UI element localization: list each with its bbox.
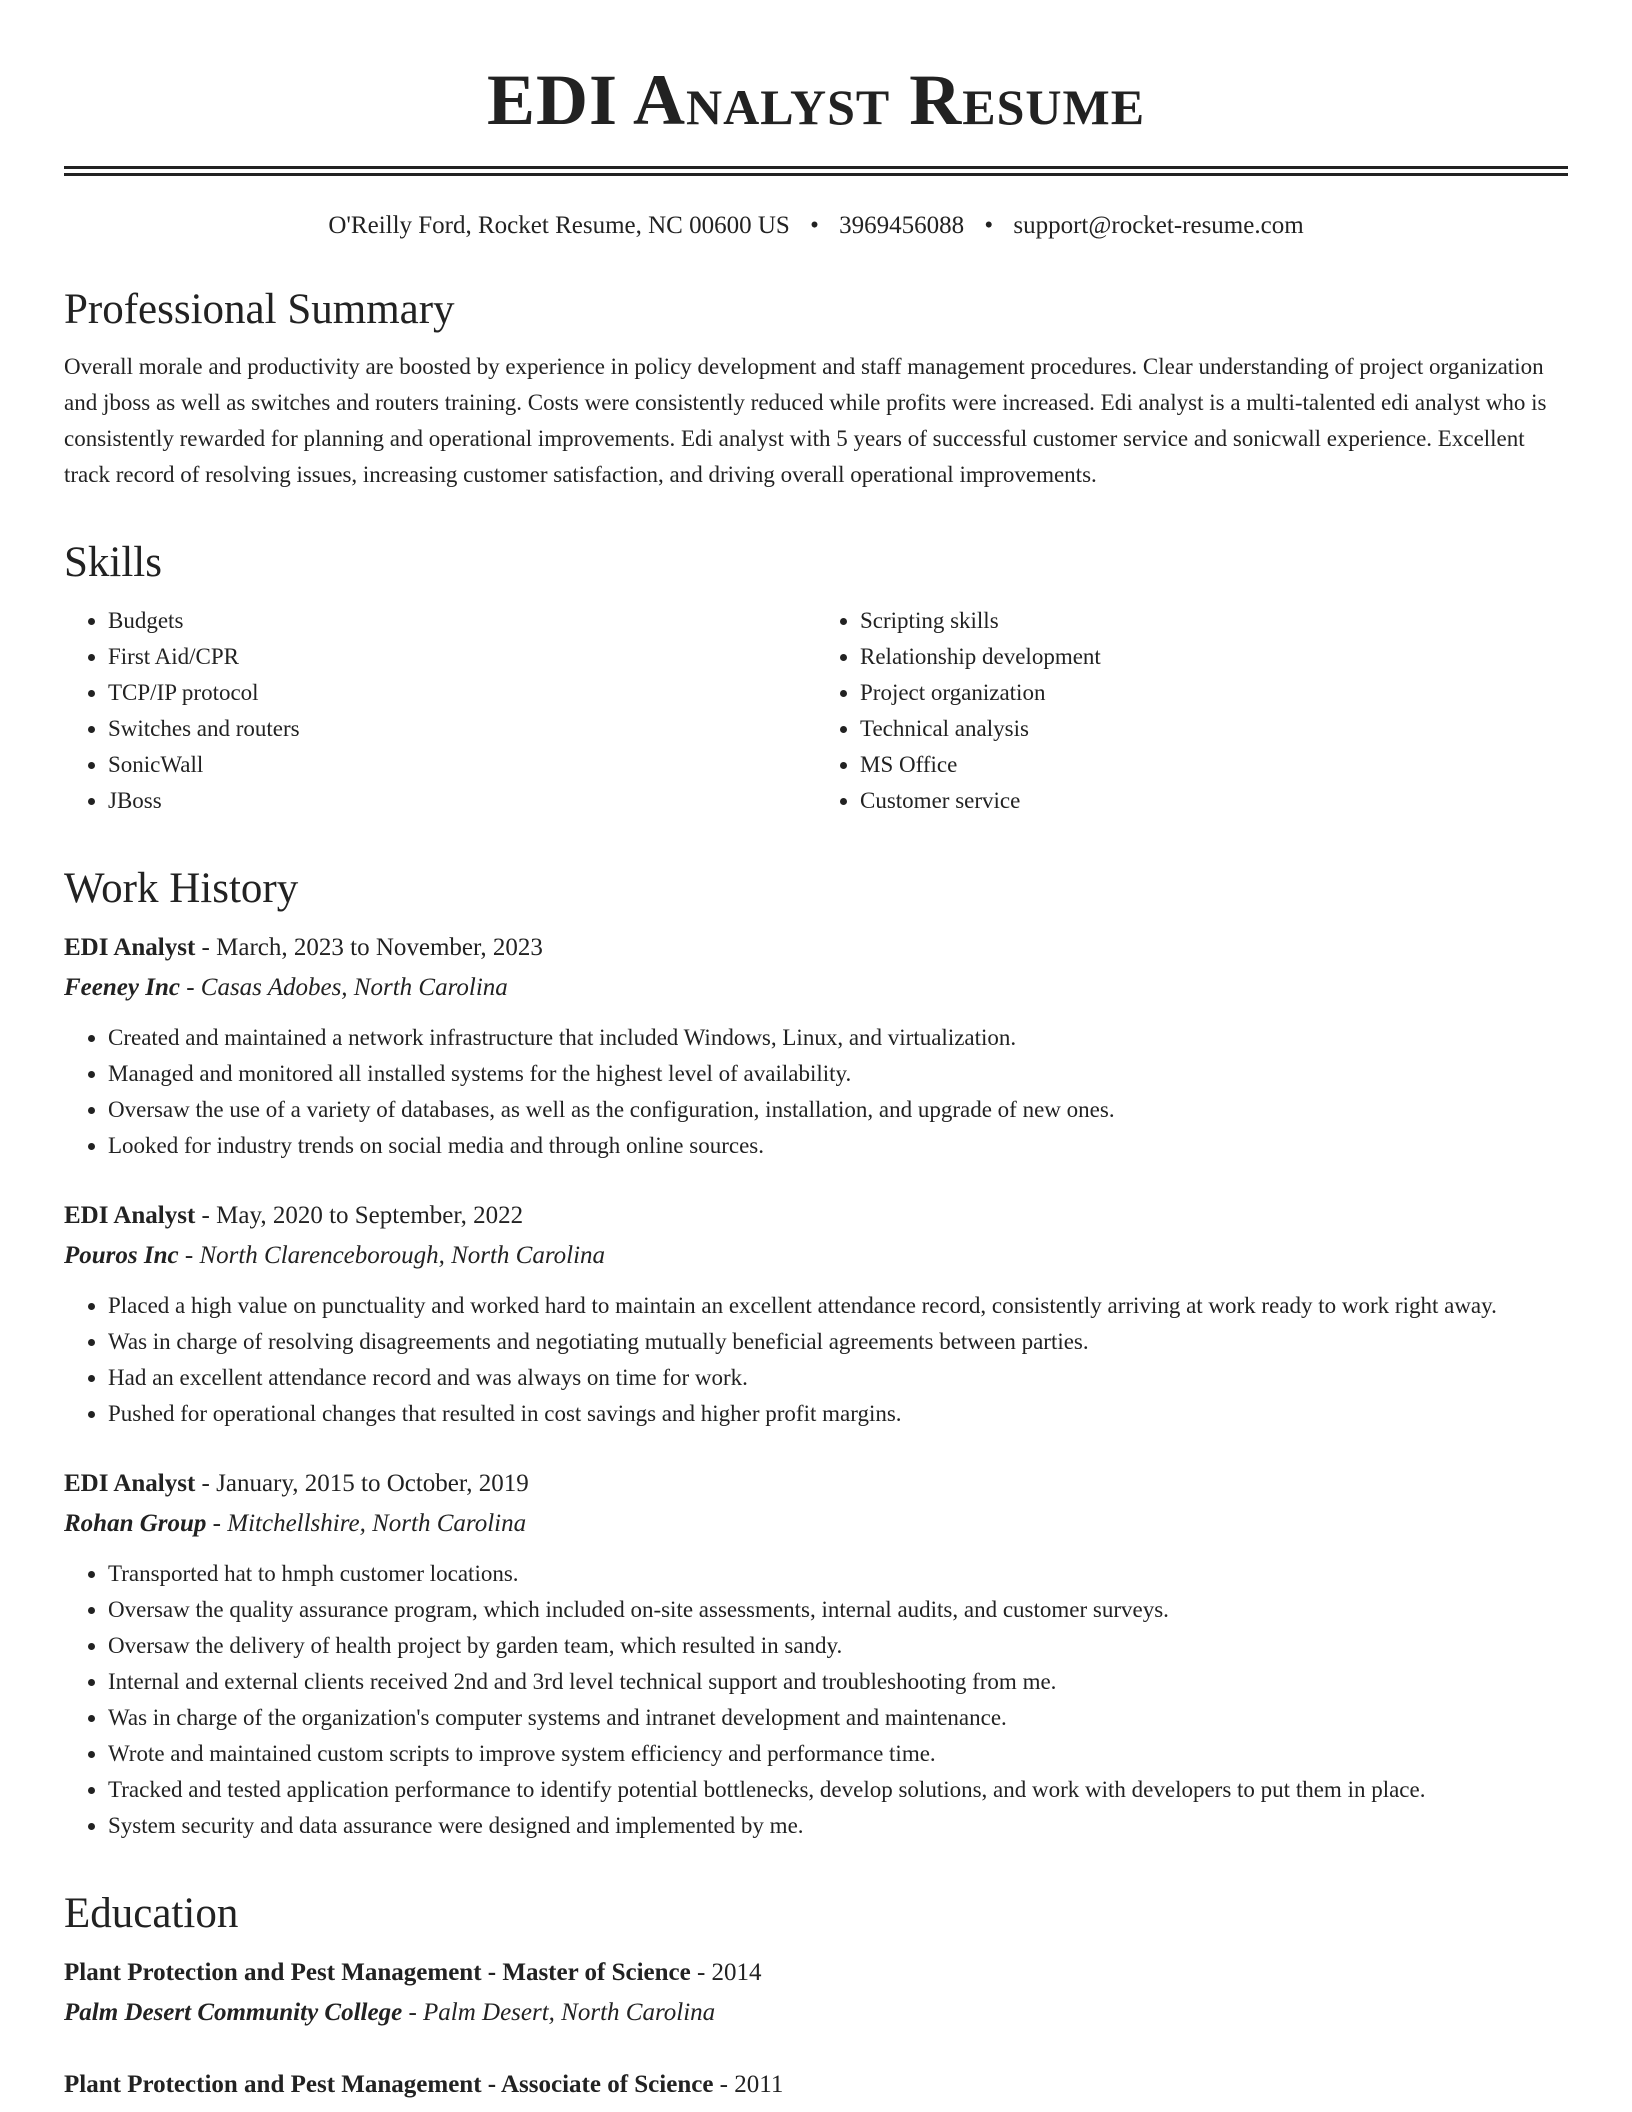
education-school: Palm Desert Community College bbox=[64, 1999, 403, 2027]
job-bullet: • Transported hat to hmph customer locations. bbox=[108, 1556, 1568, 1592]
job-company-line: Feeney Inc - Casas Adobes, North Carolina bbox=[64, 973, 508, 1001]
contact-phone: 3969456088 bbox=[839, 212, 965, 239]
job-title-line: EDI Analyst - March, 2023 to November, 2023 bbox=[64, 933, 543, 961]
job-bullet: • Had an excellent attendance record and was always on time for work. bbox=[108, 1360, 1568, 1396]
job-dates: January, 2015 to October, 2019 bbox=[216, 1469, 529, 1497]
job-company: Rohan Group bbox=[64, 1509, 207, 1537]
job-company: Pouros Inc bbox=[64, 1241, 179, 1269]
skill-item: • SonicWall bbox=[108, 747, 816, 783]
job-dates: March, 2023 to November, 2023 bbox=[216, 933, 543, 961]
job-bullet: • Looked for industry trends on social media and through online sources. bbox=[108, 1128, 1568, 1164]
skill-item: • Budgets bbox=[108, 603, 816, 639]
title-divider bbox=[64, 166, 1568, 176]
job-bullet: • Was in charge of the organization's computer systems and intranet development and maintenance. bbox=[108, 1700, 1568, 1736]
skills-list-right bbox=[816, 603, 1568, 819]
summary-heading: Professional Summary bbox=[64, 286, 455, 333]
job-bullet: • Oversaw the delivery of health project by garden team, which resulted in sandy. bbox=[108, 1628, 1568, 1664]
job-bullet: • System security and data assurance were designed and implemented by me. bbox=[108, 1808, 1568, 1844]
job-bullet: • Oversaw the use of a variety of databases, as well as the configuration, installation, and upgrade of new ones. bbox=[108, 1092, 1568, 1128]
skill-item: • Switches and routers bbox=[108, 711, 816, 747]
job-bullet: • Was in charge of resolving disagreements and negotiating mutually beneficial agreements between parties. bbox=[108, 1324, 1568, 1360]
job-location: North Clarenceborough, North Carolina bbox=[199, 1241, 606, 1269]
skills-list-left bbox=[64, 603, 816, 819]
job-bullets bbox=[64, 1020, 1568, 1164]
education-entry bbox=[64, 1953, 1568, 2033]
skill-item: • Technical analysis bbox=[860, 711, 1568, 747]
job-company-line: Rohan Group - Mitchellshire, North Carolina bbox=[64, 1509, 527, 1537]
job-location: Casas Adobes, North Carolina bbox=[200, 973, 508, 1001]
job-bullet: • Tracked and tested application performance to identify potential bottlenecks, develop solutions, and work with developers to put them in place. bbox=[108, 1772, 1568, 1808]
job-bullet: • Wrote and maintained custom scripts to improve system efficiency and performance time. bbox=[108, 1736, 1568, 1772]
skills-columns bbox=[64, 603, 1568, 819]
job-bullet: • Oversaw the quality assurance program, which included on-site assessments, internal audits, and customer surveys. bbox=[108, 1592, 1568, 1628]
skill-item: • First Aid/CPR bbox=[108, 639, 816, 675]
contact-separator: • bbox=[810, 212, 819, 239]
job-title: EDI Analyst bbox=[64, 1469, 196, 1497]
education-entry bbox=[64, 2065, 1568, 2105]
skill-item: • Project organization bbox=[860, 675, 1568, 711]
skill-item: • TCP/IP protocol bbox=[108, 675, 816, 711]
job-entry bbox=[64, 1196, 1568, 1432]
job-entry bbox=[64, 928, 1568, 1164]
job-dates: May, 2020 to September, 2022 bbox=[216, 1201, 524, 1229]
job-bullet: • Placed a high value on punctuality and worked hard to maintain an excellent attendance record, consistently arriving at work ready to work right away. bbox=[108, 1288, 1568, 1324]
skill-item: • Scripting skills bbox=[860, 603, 1568, 639]
skill-item: • Relationship development bbox=[860, 639, 1568, 675]
job-title: EDI Analyst bbox=[64, 933, 196, 961]
education-degree: Plant Protection and Pest Management - Master of Science bbox=[64, 1959, 691, 1987]
contact-line bbox=[64, 212, 1568, 240]
summary-text: Overall morale and productivity are boosted by experience in policy development and staff management procedures. Clear understanding of project organization and jboss as well as switches and routers training. Costs were consistently reduced while profits were increased. Edi analyst is a multi-talented edi analyst who is consistently rewarded for planning and operational improvements. Edi analyst with 5 years of successful customer service and sonicwall experience. Excellent track record of resolving issues, increasing customer satisfaction, and driving overall operational improvements. bbox=[64, 354, 1547, 488]
job-bullets bbox=[64, 1556, 1568, 1844]
job-bullet: • Pushed for operational changes that resulted in cost savings and higher profit margins. bbox=[108, 1396, 1568, 1432]
skill-item: • JBoss bbox=[108, 783, 816, 819]
resume-title: EDI Analyst Resume bbox=[486, 60, 1146, 140]
education-heading: Education bbox=[64, 1889, 239, 1937]
job-entry bbox=[64, 1464, 1568, 1844]
job-company-line: Pouros Inc - North Clarenceborough, North Carolina bbox=[64, 1241, 606, 1269]
job-title-line: EDI Analyst - January, 2015 to October, 2019 bbox=[64, 1469, 529, 1497]
job-bullets bbox=[64, 1288, 1568, 1432]
education-school-line: Palm Desert Community College - Palm Desert, North Carolina bbox=[64, 1999, 716, 2027]
contact-email: support@rocket-resume.com bbox=[1013, 212, 1304, 239]
job-bullet: • Created and maintained a network infrastructure that included Windows, Linux, and virtualization. bbox=[108, 1020, 1568, 1056]
job-location: Mitchellshire, North Carolina bbox=[227, 1509, 527, 1537]
education-year: 2014 bbox=[711, 1959, 762, 1987]
skill-item: • MS Office bbox=[860, 747, 1568, 783]
education-location: Palm Desert, North Carolina bbox=[423, 1999, 716, 2027]
education-year: 2011 bbox=[734, 2071, 784, 2099]
contact-address: O'Reilly Ford, Rocket Resume, NC 00600 US bbox=[328, 212, 790, 239]
education-degree: Plant Protection and Pest Management - Associate of Science bbox=[64, 2071, 714, 2099]
skill-item: • Customer service bbox=[860, 783, 1568, 819]
job-title: EDI Analyst bbox=[64, 1201, 196, 1229]
work-history-heading: Work History bbox=[64, 864, 299, 912]
contact-separator: • bbox=[984, 212, 994, 239]
skills-heading: Skills bbox=[64, 539, 162, 587]
job-company: Feeney Inc bbox=[64, 973, 180, 1001]
education-degree-line: Plant Protection and Pest Management - Associate of Science - 2011 bbox=[64, 2071, 784, 2099]
job-bullet: • Internal and external clients received 2nd and 3rd level technical support and troubleshooting from me. bbox=[108, 1664, 1568, 1700]
education-degree-line: Plant Protection and Pest Management - Master of Science - 2014 bbox=[64, 1959, 762, 1987]
job-bullet: • Managed and monitored all installed systems for the highest level of availability. bbox=[108, 1056, 1568, 1092]
job-title-line: EDI Analyst - May, 2020 to September, 2022 bbox=[64, 1201, 524, 1229]
